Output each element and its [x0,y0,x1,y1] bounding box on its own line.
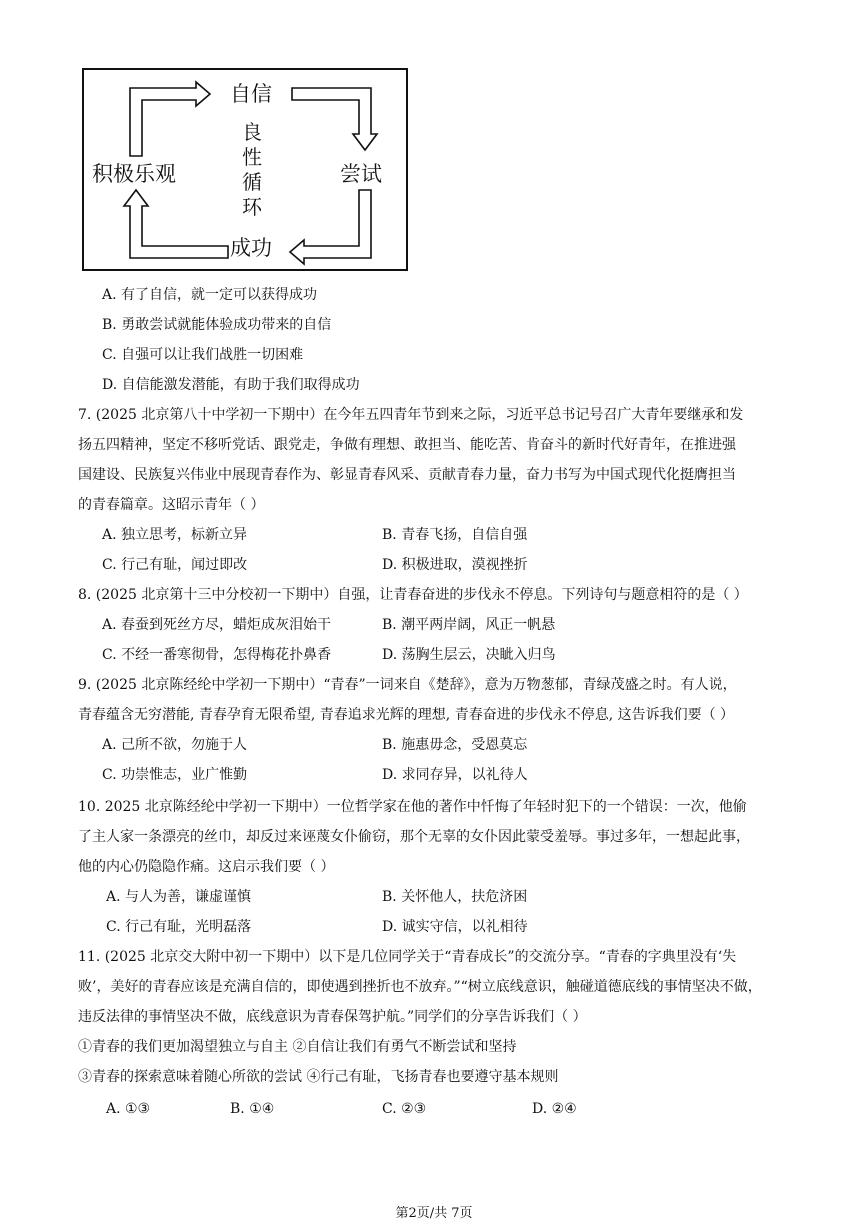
q10-option-a: A. 与人为善，谦虚谨慎 [106,889,252,905]
q10-stem-line: 10. 2025 北京陈经纶中学初一下期中）一位哲学家在他的著作中忏悔了年轻时犯下的一个错误：一次，他偷 [78,799,747,815]
diagram-label-confidence: 自信 [230,82,272,106]
diagram-label-optimism: 积极乐观 [92,162,176,186]
q11-statement-line: ①青春的我们更加渴望独立与自主 ②自信让我们有勇气不断尝试和坚持 [78,1039,517,1055]
arrow-top-to-right [292,88,377,150]
q10-stem-line: 他的内心仍隐隐作痛。这启示我们要（ ） [78,859,335,875]
arrow-bottom-to-left [124,190,228,258]
q10-option-c: C. 行己有耻，光明磊落 [106,919,252,935]
q11-stem-line: 违反法律的事情坚决不做，底线意识为青春保驾护航。”同学们的分享告诉我们（ ） [78,1009,587,1025]
q7-stem-line: 7. (2025 北京第八十中学初一下期中）在今年五四青年节到来之际，习近平总书记号召广大青年要继承和发 [78,407,744,423]
q7-option-c: C. 行己有耻，闻过即改 [102,557,248,573]
q8-option-d: D. 荡胸生层云，决眦入归鸟 [382,647,556,663]
q7-option-b: B. 青春飞扬，自信自强 [382,527,528,543]
diagram-label-success: 成功 [230,236,272,260]
q7-stem-line: 的青春篇章。这昭示青年（ ） [78,497,265,513]
diagram-label-attempt: 尝试 [340,162,382,186]
q10-stem-line: 了主人家一条漂亮的丝巾，却反过来诬蔑女仆偷窃，那个无辜的女仆因此蒙受羞辱。事过多年，一想起此事， [78,829,750,845]
q8-option-b: B. 潮平两岸阔，风正一帆悬 [382,617,556,633]
q8-option-a: A. 春蚕到死丝方尽，蜡炬成灰泪始干 [102,617,332,633]
q9-stem-line: 9. (2025 北京陈经纶中学初一下期中）“青春”一词来自《楚辞》，意为万物葱郁，青绿茂盛之时。有人说， [78,677,737,693]
q7-stem-line: 扬五四精神，坚定不移听党话、跟党走，争做有理想、敢担当、能吃苦、肯奋斗的新时代好青年，在推进强 [78,437,736,453]
q11-option-b: B. ①④ [230,1101,275,1117]
q6-option-c: C. 自强可以让我们战胜一切困难 [102,347,304,363]
center-char: 性 [242,145,262,169]
arrow-left-to-top [130,82,210,156]
q9-stem-line: 青春蕴含无穷潜能, 青春孕育无限希望, 青春追求光辉的理想, 青春奋进的步伐永不停息, 这告诉我们要（ ） [78,707,735,723]
q6-option-a: A. 有了自信，就一定可以获得成功 [102,287,318,303]
q11-statement-line: ③青春的探索意味着随心所欲的尝试 ④行己有耻，飞扬青春也要遵守基本规则 [78,1069,559,1085]
arrow-right-to-bottom [290,190,371,264]
q9-option-a: A. 己所不欲，勿施于人 [102,737,248,753]
q11-option-d: D. ②④ [532,1101,577,1117]
q11-stem-line: 败’，美好的青春应该是充满自信的，即使遇到挫折也不放弃。”“树立底线意识，触碰道德底线的事情坚决不做， [78,979,762,995]
diagram-center-text [240,120,264,220]
q11-option-c: C. ②③ [382,1101,427,1117]
page-footer: 第2页/共 7页 [395,1206,473,1221]
q10-option-b: B. 关怀他人，扶危济困 [382,889,528,905]
q7-stem-line: 国建设、民族复兴伟业中展现青春作为、彰显青春风采、贡献青春力量，奋力书写为中国式现代化挺膺担当 [78,467,736,483]
q6-option-b: B. 勇敢尝试就能体验成功带来的自信 [102,317,332,333]
virtuous-cycle-diagram [82,68,408,271]
center-char: 循 [242,170,262,194]
q9-option-d: D. 求同存异，以礼待人 [382,767,528,783]
q9-option-b: B. 施惠毋念，受恩莫忘 [382,737,528,753]
q9-option-c: C. 功崇惟志，业广惟勤 [102,767,248,783]
center-char: 环 [242,195,262,219]
q7-option-d: D. 积极进取，漠视挫折 [382,557,528,573]
q8-stem-line: 8. (2025 北京第十三中分校初一下期中）自强，让青春奋进的步伐永不停息。下列诗句与题意相符的是（ ） [78,587,748,603]
q10-option-d: D. 诚实守信，以礼相待 [382,919,528,935]
center-char: 良 [242,120,262,144]
q11-option-a: A. ①③ [106,1101,151,1117]
q11-stem-line: 11. (2025 北京交大附中初一下期中）以下是几位同学关于“青春成长”的交流分享。“青春的字典里没有‘失 [78,949,737,965]
q6-option-d: D. 自信能激发潜能，有助于我们取得成功 [102,377,360,393]
q8-option-c: C. 不经一番寒彻骨，怎得梅花扑鼻香 [102,647,332,663]
q7-option-a: A. 独立思考，标新立异 [102,527,248,543]
